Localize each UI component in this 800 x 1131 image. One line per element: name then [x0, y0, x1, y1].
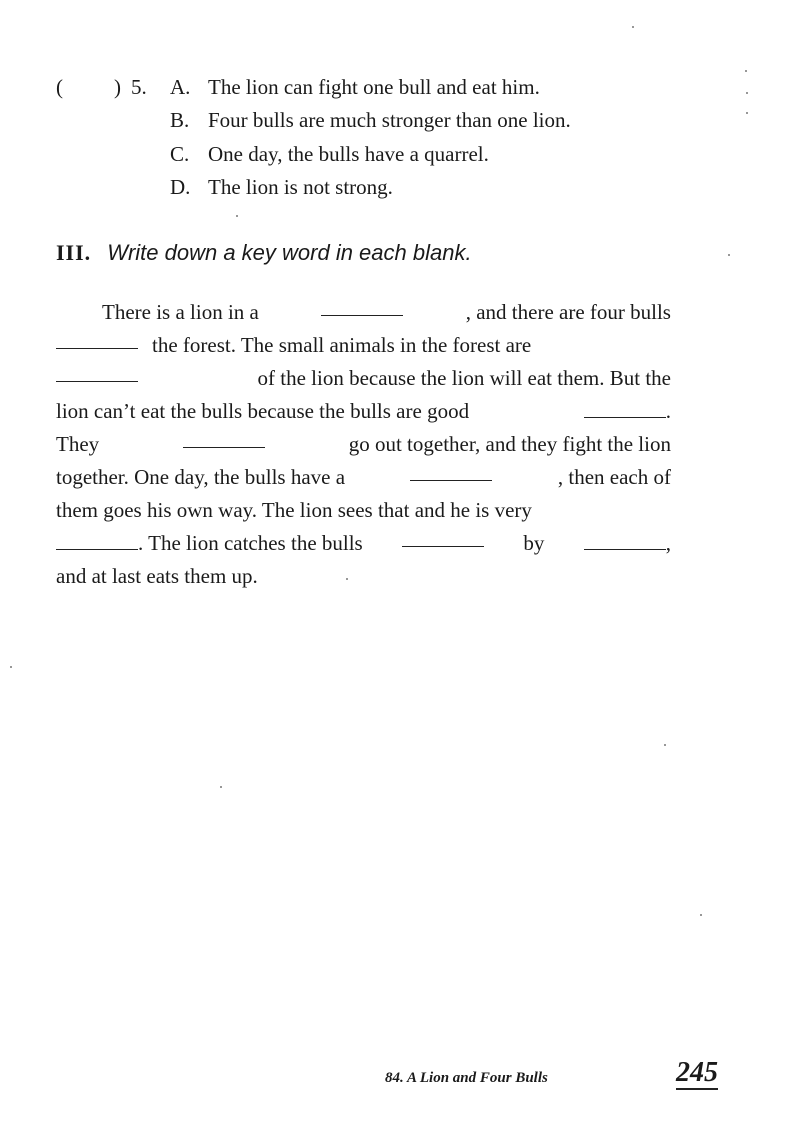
answer-blank[interactable]	[321, 296, 403, 316]
passage-text: .	[665, 399, 671, 423]
section-heading	[56, 240, 472, 266]
option-c	[170, 142, 489, 166]
blank-group	[56, 527, 363, 560]
scan-speck	[745, 70, 747, 72]
answer-blank[interactable]	[402, 527, 484, 547]
passage-text: lion can’t eat the bulls because the bulls are good	[56, 399, 470, 423]
scan-speck	[632, 26, 634, 28]
passage-line	[56, 329, 671, 362]
answer-paren-open: (	[56, 75, 63, 99]
answer-blank[interactable]	[56, 329, 138, 349]
option-letter: A.	[170, 75, 191, 99]
passage-text: the forest. The small animals in the forest are	[152, 333, 532, 357]
passage-text: , then each of	[557, 465, 671, 489]
lesson-title: 84. A Lion and Four Bulls	[385, 1070, 548, 1086]
scan-speck	[746, 92, 748, 94]
passage-text: They	[56, 432, 100, 456]
scan-speck	[746, 112, 748, 114]
option-letter: B.	[170, 108, 190, 132]
answer-blank[interactable]	[56, 362, 138, 382]
option-d	[170, 175, 393, 199]
passage-line	[56, 296, 671, 329]
passage-text: . The lion catches the bulls	[138, 531, 363, 555]
passage-line	[56, 428, 671, 461]
answer-blank[interactable]	[56, 530, 138, 550]
option-a	[170, 75, 540, 99]
scan-speck	[664, 744, 666, 746]
scan-speck	[728, 254, 730, 256]
passage-line	[56, 494, 671, 527]
scan-speck	[700, 914, 702, 916]
answer-blank[interactable]	[584, 530, 666, 550]
scan-speck	[346, 578, 348, 580]
passage-line	[56, 362, 671, 395]
cloze-passage	[56, 296, 671, 593]
answer-blank[interactable]	[584, 398, 666, 418]
blank-group	[584, 527, 671, 560]
passage-text: ,	[665, 531, 671, 555]
passage-line	[56, 560, 671, 593]
passage-text: by	[523, 531, 545, 555]
blank-group	[584, 395, 671, 428]
option-b	[170, 108, 571, 132]
passage-text: them goes his own way. The lion sees that and he is very	[56, 498, 532, 522]
passage-line	[56, 461, 671, 494]
passage-text: go out together, and they fight the lion	[348, 432, 671, 456]
scan-speck	[236, 215, 238, 217]
question-number: 5.	[131, 75, 147, 99]
option-letter: D.	[170, 175, 191, 199]
passage-text: There is a lion in a	[102, 300, 259, 324]
section-instruction: Write down a key word in each blank.	[107, 240, 472, 265]
passage-text: together. One day, the bulls have a	[56, 465, 346, 489]
option-letter: C.	[170, 142, 190, 166]
scan-speck	[10, 666, 12, 668]
option-text: Four bulls are much stronger than one lion.	[208, 108, 571, 132]
option-text: The lion is not strong.	[208, 175, 393, 199]
answer-blank[interactable]	[410, 461, 492, 481]
passage-line	[56, 527, 671, 560]
passage-line	[56, 395, 671, 428]
scan-speck	[220, 786, 222, 788]
passage-text: , and there are four bulls	[465, 300, 671, 324]
passage-text: and at last eats them up.	[56, 564, 258, 588]
section-numeral: III.	[56, 240, 92, 265]
passage-text: of the lion because the lion will eat them. But the	[257, 366, 671, 390]
option-text: The lion can fight one bull and eat him.	[208, 75, 540, 99]
option-text: One day, the bulls have a quarrel.	[208, 142, 489, 166]
answer-paren-close: )	[114, 75, 121, 99]
page-number: 245	[676, 1057, 718, 1088]
answer-blank[interactable]	[183, 428, 265, 448]
